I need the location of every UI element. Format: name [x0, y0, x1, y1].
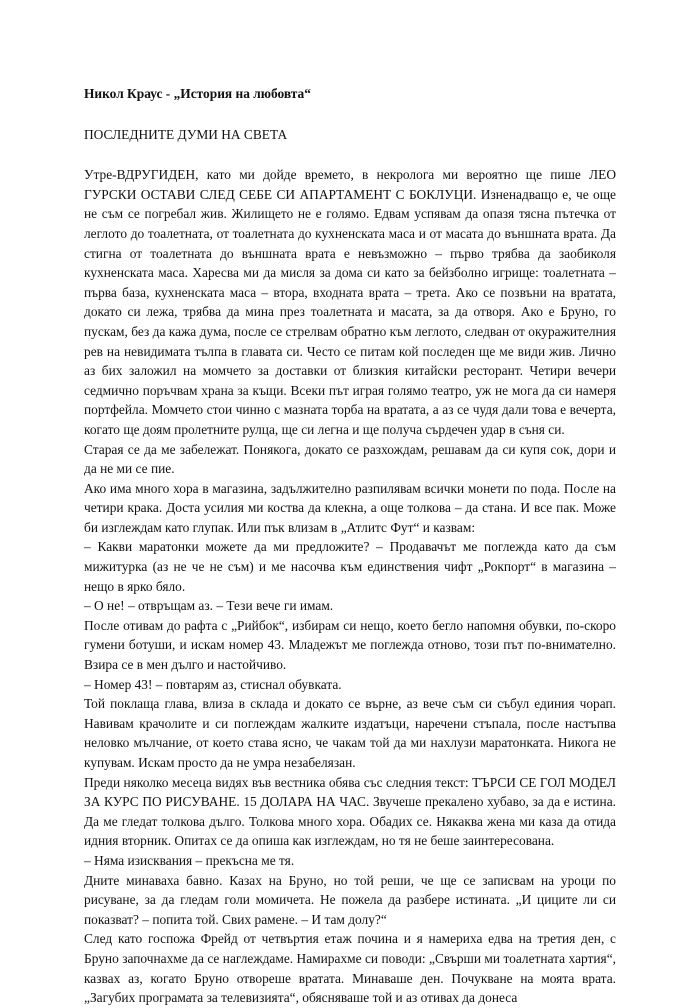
paragraph: – Какви маратонки можете да ми предложите? – Продавачът ме поглежда като да съм мижитурка (аз не че не съм) и ме насочва към единствения чифт „Рокпорт“ в магазина – нещо в ярко бяло.: [84, 539, 616, 594]
paragraph: – О не! – отвръщам аз. – Тези вече ги имам.: [84, 598, 334, 614]
paragraph: Дните минаваха бавно. Казах на Бруно, но той реши, че ще се записвам на уроци по рисуване, за да гледам голи момичета. Не пожела да разбере истината. „И циците ли си показват? – попита той. Свих рамене. – И там долу?“: [84, 872, 616, 927]
document-page: [84, 84, 616, 1008]
chapter-heading: ПОСЛЕДНИТЕ ДУМИ НА СВЕТА: [84, 126, 288, 142]
paragraph: – Номер 43! – повтарям аз, стиснал обувката.: [84, 676, 342, 692]
body-text: [84, 165, 616, 1008]
paragraph: Той поклаща глава, влиза в склада и докато се върне, аз вече съм си събул единия чорап. Навивам крачолите и си поглеждам жалките издатъци, наречени стъпала, после настъпва неловко мълчание, от което става ясно, че чакам той да ми нахлузи маратонката. Никога не купувам. Искам просто да не умра незабелязан.: [84, 696, 616, 770]
paragraph: – Няма изисквания – прекъсна ме тя.: [84, 852, 295, 868]
book-title: Никол Краус - „История на любовта“: [84, 86, 311, 101]
paragraph: После отивам до рафта с „Рийбок“, избирам си нещо, което бегло напомня обувки, по-скоро гумени ботуши, и искам номер 43. Младежът ме поглежда отново, този път по-внимателно. Взира се в мен дълго и настойчиво.: [84, 617, 616, 673]
paragraph: Утре-ВДРУГИДЕН, като ми дойде времето, в некролога ми вероятно ще пише ЛЕО ГУРСКИ ОСТАВИ СЛЕД СЕБЕ СИ АПАРТАМЕНТ С БОКЛУЦИ. Изненадващо е, че още не съм се погребал жив. Жилището не е голямо. Едвам успявам да опазя тясна пътечка от леглото до тоалетната, от тоалетната до кухненската маса и от масата до външната врата. Да стигна от тоалетната до външната врата е невъзможно – първо трябва да заобиколя кухненската маса. Харесва ми да мисля за дома си като за бейзболно игрище: тоалетната – първа база, кухненската маса – втора, входната врата – трета. Ако се позвъни на вратата, докато си лежа, трябва да мина през тоалетната и масата, за да отворя. Ако е Бруно, го пускам, без да кажа дума, после се стрелвам обратно към леглото, следван от окуражителния рев на невидимата тълпа в главата си. Често се питам кой последен ще ме види жив. Лично аз бих заложил на момчето за доставки от близкия китайски ресторант. Четири вечери седмично поръчвам храна за къщи. Всеки път играя голямо театро, уж не мога да си намеря портфейла. Момчето стои чинно с мазната торба на вратата, а аз се чудя дали това е вечерта, когато ще доям пролетните рулца, ще си легна и ще получа сърдечен удар в съня си.: [84, 167, 616, 437]
paragraph: Ако има много хора в магазина, задължително разпилявам всички монети по пода. После на четири крака. Доста усилия ми коства да клекна, а още толкова – да стана. И все пак. Може би изглеждам като глупак. Или пък влизам в „Атлитс Фут“ и казвам:: [84, 480, 616, 535]
paragraph: След като госпожа Фрейд от четвъртия етаж почина и я намериха едва на третия ден, с Бруно започнахме да се наглеждаме. Намирахме си поводи: „Свърши ми тоалетната хартия“, казвах аз, когато Бруно отвореше вратата. Минаваше ден. Почукване на моята врата. „Загубих програмата за телевизията“, обясняваше той и аз отивах да донеса: [84, 931, 616, 1006]
paragraph: Преди няколко месеца видях във вестника обява със следния текст: ТЪРСИ СЕ ГОЛ МОДЕЛ ЗА КУРС ПО РИСУВАНЕ. 15 ДОЛАРА НА ЧАС. Звучеше прекалено хубаво, за да е истина. Да ме гледат толкова дълго. Толкова много хора. Обадих се. Някаква жена ми каза да отида идния вторник. Опитах се да опиша как изглеждам, но тя не беше заинтересована.: [84, 774, 616, 849]
paragraph: Старая се да ме забележат. Понякога, докато се разхождам, решавам да си купя сок, дори и да не ми се пие.: [84, 441, 616, 477]
